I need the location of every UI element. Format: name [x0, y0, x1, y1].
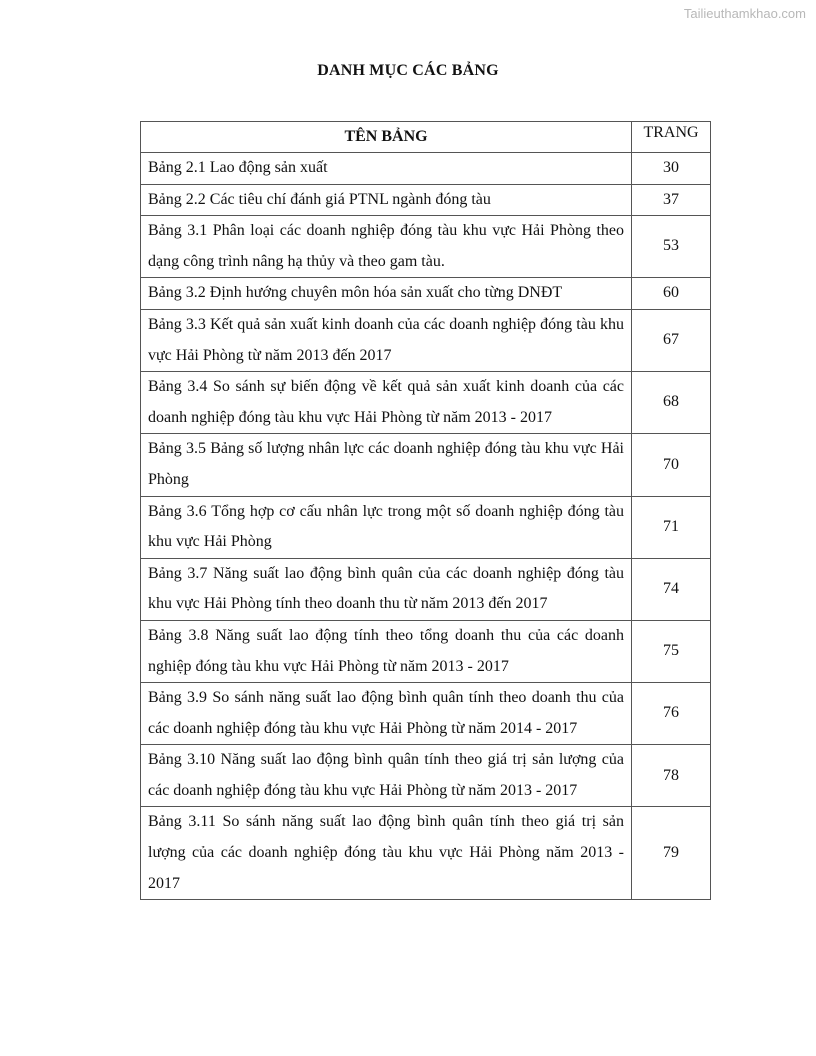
table-name-cell: Bảng 3.2 Định hướng chuyên môn hóa sản xuất cho từng DNĐT: [141, 278, 632, 310]
table-page-cell: 37: [632, 184, 711, 216]
table-row: [141, 620, 711, 682]
table-row: [141, 153, 711, 185]
table-page-cell: 75: [632, 620, 711, 682]
table-page-cell: 70: [632, 434, 711, 496]
table-row: [141, 558, 711, 620]
table-name-cell: Bảng 3.8 Năng suất lao động tính theo tổng doanh thu của các doanh nghiệp đóng tàu khu vực Hải Phòng từ năm 2013 - 2017: [141, 620, 632, 682]
table-row: [141, 184, 711, 216]
table-row: [141, 496, 711, 558]
table-page-cell: 71: [632, 496, 711, 558]
table-name-cell: Bảng 2.1 Lao động sản xuất: [141, 153, 632, 185]
table-row: [141, 372, 711, 434]
watermark: Tailieuthamkhao.com: [683, 6, 806, 21]
table-header-row: [141, 122, 711, 153]
table-page-cell: 67: [632, 309, 711, 371]
table-name-cell: Bảng 3.1 Phân loại các doanh nghiệp đóng tàu khu vực Hải Phòng theo dạng công trình nâng hạ thủy và theo gam tàu.: [141, 216, 632, 278]
table-row: [141, 278, 711, 310]
table-list: [140, 121, 711, 900]
table-page-cell: 78: [632, 745, 711, 807]
table-row: [141, 683, 711, 745]
table-name-cell: Bảng 3.7 Năng suất lao động bình quân của các doanh nghiệp đóng tàu khu vực Hải Phòng tính theo doanh thu từ năm 2013 đến 2017: [141, 558, 632, 620]
table-name-cell: Bảng 3.6 Tổng hợp cơ cấu nhân lực trong một số doanh nghiệp đóng tàu khu vực Hải Phòng: [141, 496, 632, 558]
table-page-cell: 68: [632, 372, 711, 434]
table-row: [141, 807, 711, 900]
table-page-cell: 74: [632, 558, 711, 620]
table-name-cell: Bảng 3.11 So sánh năng suất lao động bình quân tính theo giá trị sản lượng của các doanh nghiệp đóng tàu khu vực Hải Phòng năm 2013 - 2017: [141, 807, 632, 900]
table-name-cell: Bảng 2.2 Các tiêu chí đánh giá PTNL ngành đóng tàu: [141, 184, 632, 216]
table-page-cell: 30: [632, 153, 711, 185]
table-page-cell: 79: [632, 807, 711, 900]
table-row: [141, 309, 711, 371]
table-row: [141, 216, 711, 278]
header-page: TRANG: [632, 122, 711, 153]
table-name-cell: Bảng 3.5 Bảng số lượng nhân lực các doanh nghiệp đóng tàu khu vực Hải Phòng: [141, 434, 632, 496]
table-page-cell: 76: [632, 683, 711, 745]
table-name-cell: Bảng 3.4 So sánh sự biến động về kết quả sản xuất kinh doanh của các doanh nghiệp đóng tàu khu vực Hải Phòng từ năm 2013 - 2017: [141, 372, 632, 434]
table-page-cell: 53: [632, 216, 711, 278]
header-table-name: TÊN BẢNG: [141, 122, 632, 153]
table-name-cell: Bảng 3.9 So sánh năng suất lao động bình quân tính theo doanh thu của các doanh nghiệp đóng tàu khu vực Hải Phòng từ năm 2014 - 2017: [141, 683, 632, 745]
page-title: DANH MỤC CÁC BẢNG: [317, 62, 499, 79]
table-name-cell: Bảng 3.10 Năng suất lao động bình quân tính theo giá trị sản lượng của các doanh nghiệp đóng tàu khu vực Hải Phòng từ năm 2013 - 2017: [141, 745, 632, 807]
table-row: [141, 434, 711, 496]
table-name-cell: Bảng 3.3 Kết quả sản xuất kinh doanh của các doanh nghiệp đóng tàu khu vực Hải Phòng từ năm 2013 đến 2017: [141, 309, 632, 371]
table-page-cell: 60: [632, 278, 711, 310]
table-row: [141, 745, 711, 807]
